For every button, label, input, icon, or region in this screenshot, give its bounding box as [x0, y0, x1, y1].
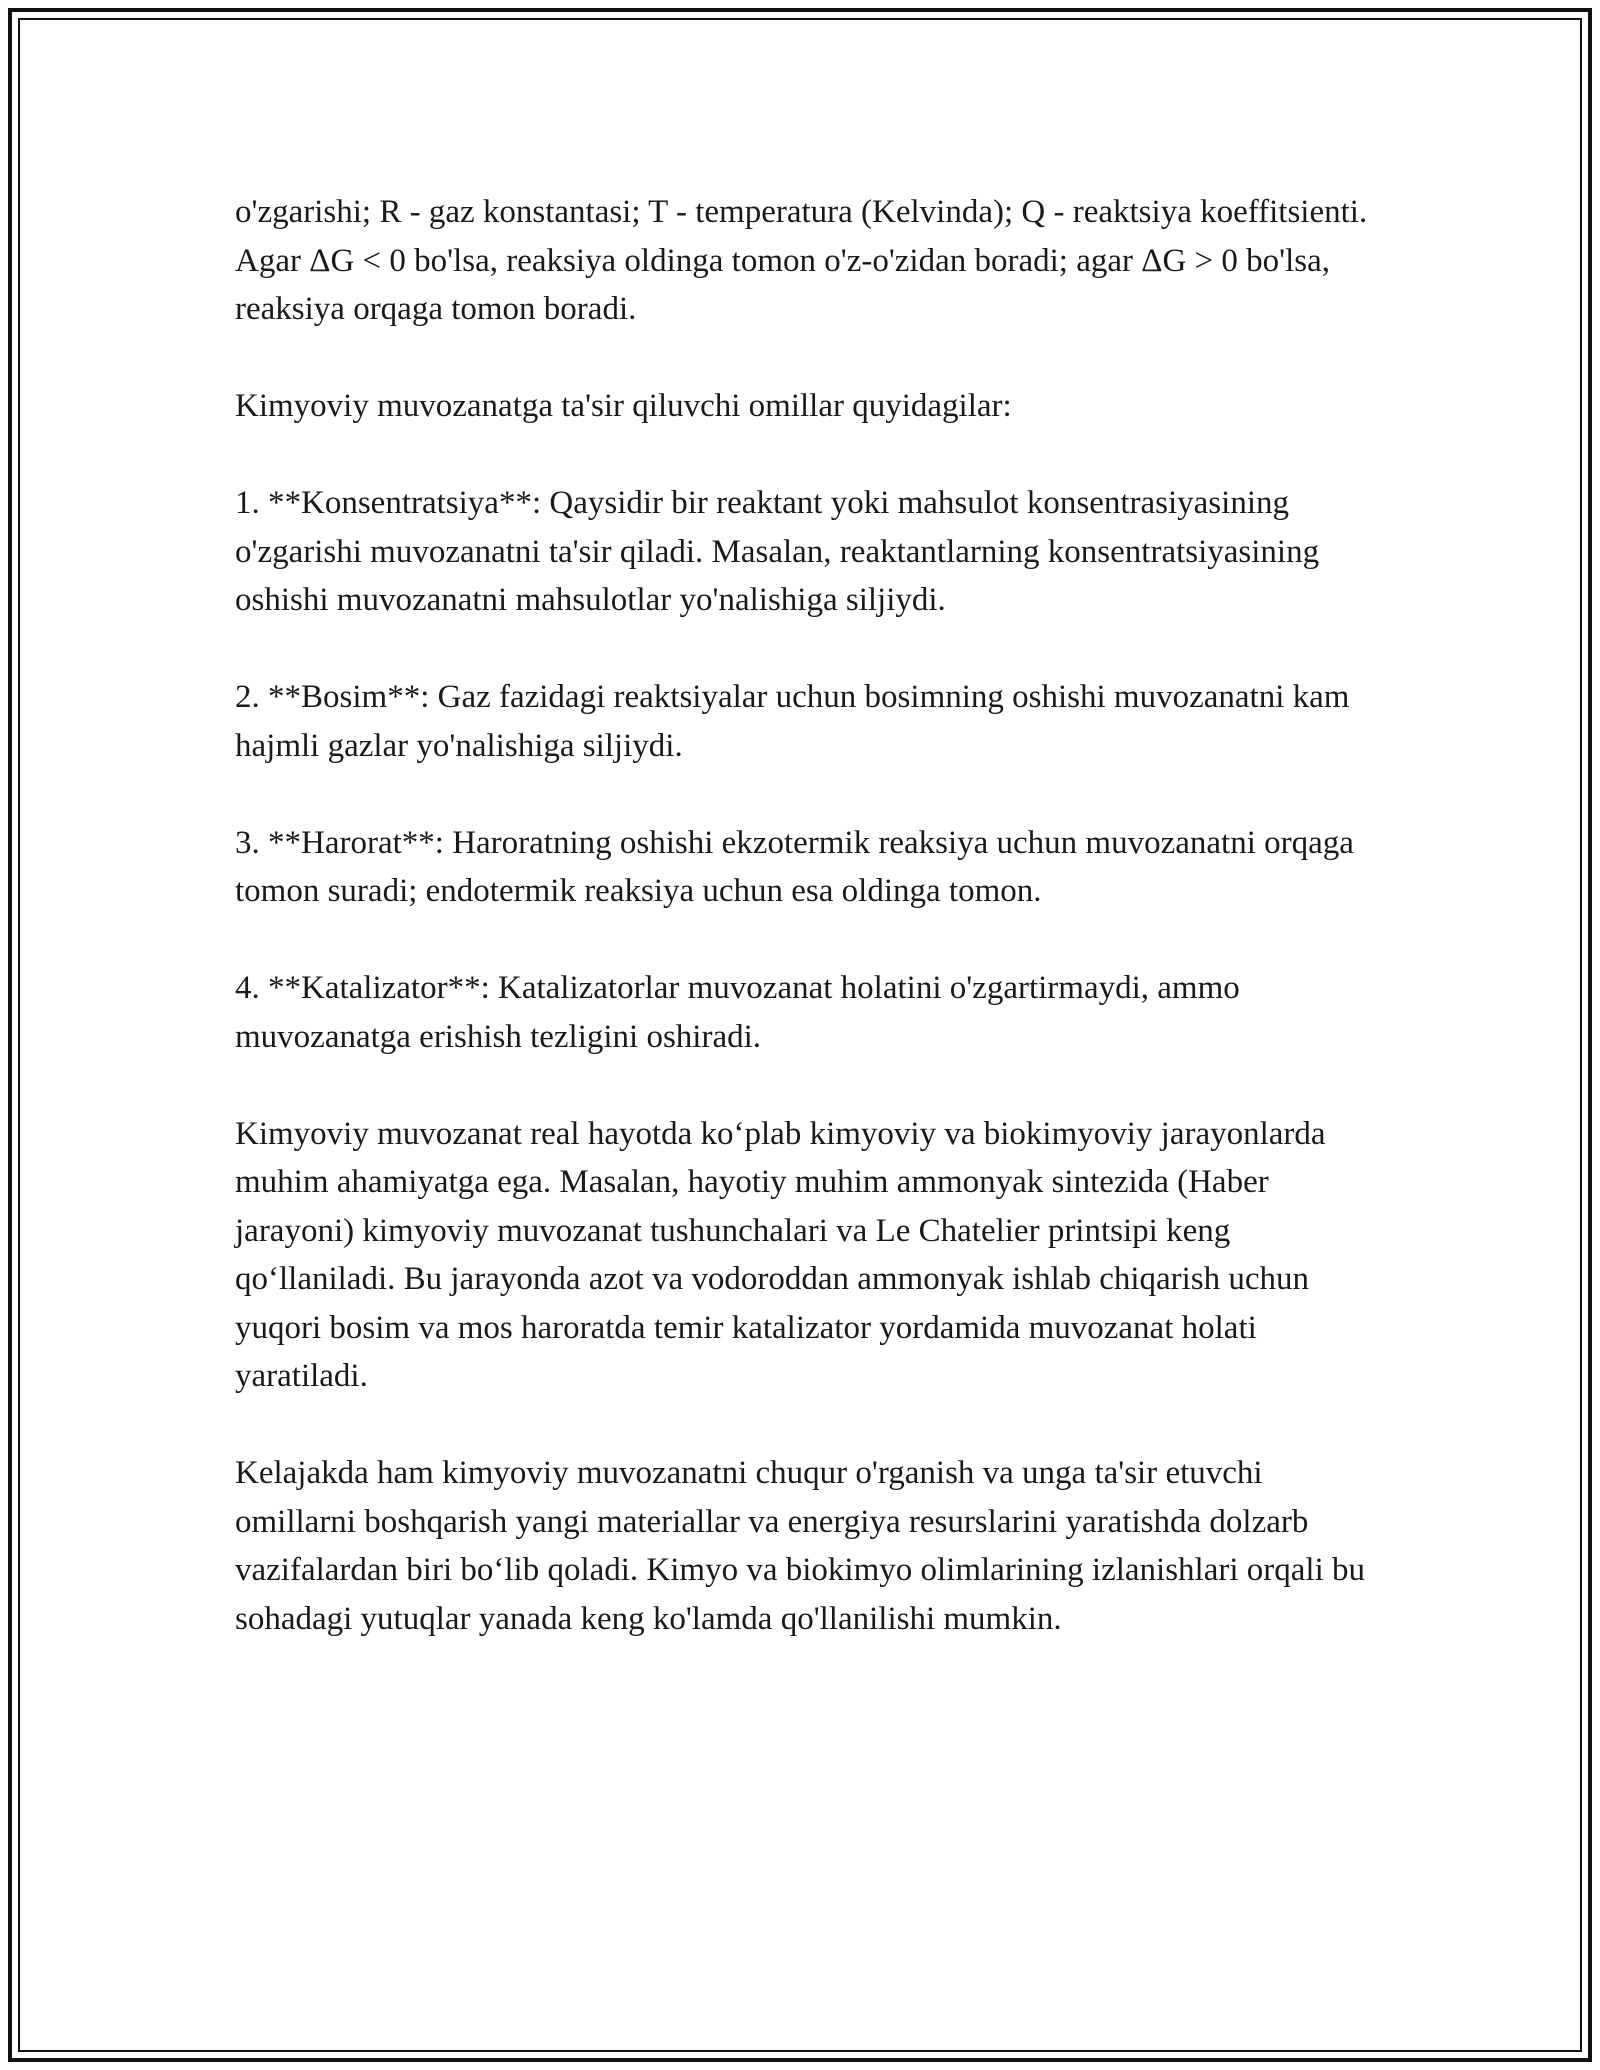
- paragraph-real-life: Kimyoviy muvozanat real hayotda ko‘plab kimyoviy va biokimyoviy jarayonlarda muhim ahamiyatga ega. Masalan, hayotiy muhim ammonyak sintezida (Haber jarayoni) kimyoviy muvozanat tushunchalari va Le Chatelier printsipi keng qo‘llaniladi. Bu jarayonda azot va vodoroddan ammonyak ishlab chiqarish uchun yuqori bosim va mos haroratda temir katalizator yordamida muvozanat holati yaratiladi.: [235, 1115, 1326, 1394]
- document-body: [235, 188, 1385, 1643]
- paragraph-conclusion: Kelajakda ham kimyoviy muvozanatni chuqur o'rganish va unga ta'sir etuvchi omillarni boshqarish yangi materiallar va energiya resurslarini yaratishda dolzarb vazifalardan biri bo‘lib qoladi. Kimyo va biokimyo olimlarining izlanishlari orqali bu sohadagi yutuqlar yanada keng ko'lamda qo'llanilishi mumkin.: [235, 1455, 1365, 1637]
- paragraph-factors-intro: Kimyoviy muvozanatga ta'sir qiluvchi omillar quyidagilar:: [235, 388, 1012, 424]
- list-item-pressure: 2. **Bosim**: Gaz fazidagi reaktsiyalar uchun bosimning oshishi muvozanatni kam hajmli gazlar yo'nalishiga siljiydi.: [235, 679, 1350, 764]
- list-item-catalyst: 4. **Katalizator**: Katalizatorlar muvozanat holatini o'zgartirmaydi, ammo muvozanatga erishish tezligini oshiradi.: [235, 970, 1240, 1055]
- list-item-concentration: 1. **Konsentratsiya**: Qaysidir bir reaktant yoki mahsulot konsentrasiyasining o'zgarishi muvozanatni ta'sir qiladi. Masalan, reaktantlarning konsentratsiyasining oshishi muvozanatni mahsulotlar yo'nalishiga siljiydi.: [235, 485, 1320, 618]
- paragraph-gibbs-energy: o'zgarishi; R - gaz konstantasi; T - temperatura (Kelvinda); Q - reaktsiya koeffitsienti. Agar ΔG < 0 bo'lsa, reaksiya oldinga tomon o'z-o'zidan boradi; agar ΔG > 0 bo'lsa, reaksiya orqaga tomon boradi.: [235, 194, 1368, 327]
- list-item-temperature: 3. **Harorat**: Haroratning oshishi ekzotermik reaksiya uchun muvozanatni orqaga tomon suradi; endotermik reaksiya uchun esa oldinga tomon.: [235, 824, 1354, 909]
